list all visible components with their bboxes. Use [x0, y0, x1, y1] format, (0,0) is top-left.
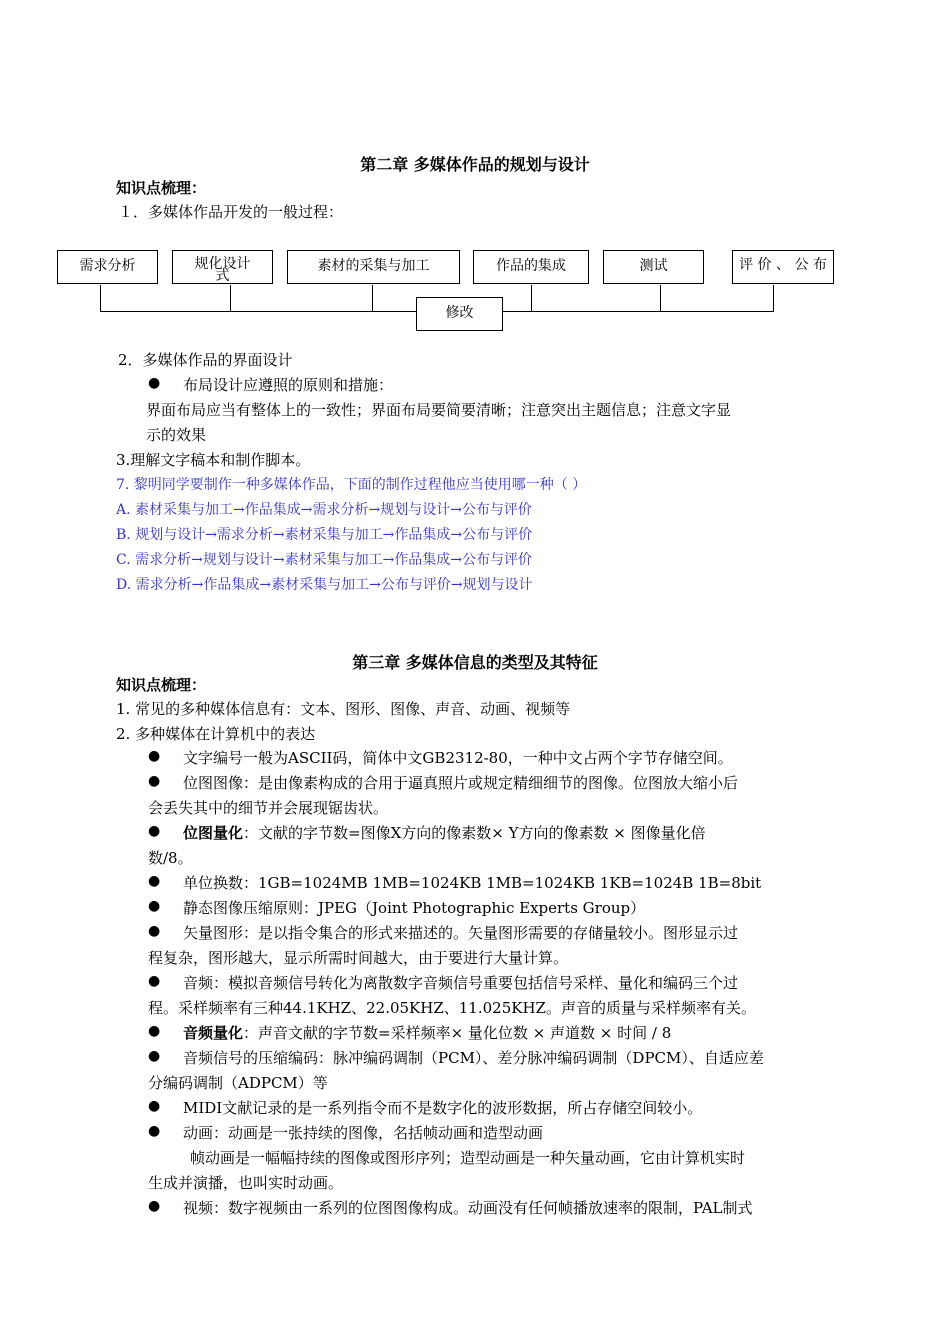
- bitmap-quant-line2: 数/8。: [148, 849, 193, 867]
- bitmap-quant-formula: ：文献的字节数=图像X方向的像素数× Y方向的像素数 × 图像量化倍: [243, 824, 706, 842]
- option-d: D. 需求分析→作品集成→素材采集与加工→公布与评价→规划与设计: [116, 577, 533, 593]
- bullet-dot: ●: [148, 1123, 161, 1139]
- animation-line2: 帧动画是一幅幅持续的图像或图形序列；造型动画是一种矢量动画，它由计算机实时: [190, 1149, 746, 1167]
- midi-line: MIDI文献记录的是一系列指令而不是数字化的波形数据，所占存储空间较小。: [183, 1099, 703, 1117]
- flow-box-revise: 修改: [416, 297, 503, 331]
- question-7: 7. 黎明同学要制作一种多媒体作品，下面的制作过程他应当使用哪一种（ ）: [116, 477, 587, 493]
- flow-connector: [773, 285, 774, 311]
- bullet-dot: ●: [148, 973, 161, 989]
- bullet-dot: ●: [148, 1023, 161, 1039]
- audio-quant-label: 音频量化: [183, 1024, 244, 1042]
- option-a: A. 素材采集与加工→作品集成→需求分析→规划与设计→公布与评价: [116, 502, 532, 518]
- bitmap-quant-label: 位图量化: [183, 824, 244, 842]
- flow-box-integration: 作品的集成: [473, 250, 589, 284]
- codec-line2: 分编码调制（ADPCM）等: [148, 1074, 328, 1092]
- bullet-dot: ●: [148, 923, 161, 939]
- chapter2-item2: 2．多媒体作品的界面设计: [118, 351, 293, 369]
- animation-line1: 动画：动画是一张持续的图像，名括帧动画和造型动画: [183, 1124, 544, 1142]
- audio-quant-line: [183, 1023, 671, 1043]
- flow-box-materials: 素材的采集与加工: [287, 250, 460, 284]
- flow-connector: [100, 285, 101, 311]
- audio-quant-formula: ：声音文献的字节数=采样频率× 量化位数 × 声道数 × 时间 / 8: [243, 1024, 672, 1042]
- bullet-dot: ●: [148, 1198, 161, 1214]
- chapter3-item1: 1. 常见的多种媒体信息有：文本、图形、图像、声音、动画、视频等: [116, 700, 571, 718]
- animation-line3: 生成并演播，也叫实时动画。: [148, 1174, 344, 1192]
- bitmap-quant-line1: [183, 823, 706, 843]
- bullet-dot: ●: [148, 823, 161, 839]
- chapter2-title: 第二章 多媒体作品的规划与设计: [360, 155, 590, 174]
- chapter3-kp-label: 知识点梳理：: [116, 676, 207, 694]
- jpeg-line: 静态图像压缩原则：JPEG（Joint Photographic Experts Group）: [183, 899, 646, 917]
- bullet-dot: ●: [148, 873, 161, 889]
- vector-line1: 矢量图形：是以指令集合的形式来描述的。矢量图形需要的存储量较小。图形显示过: [183, 924, 739, 942]
- option-c: C. 需求分析→规划与设计→素材采集与加工→作品集成→公布与评价: [116, 552, 533, 568]
- text-encoding-line: 文字编号一般为ASCII码，简体中文GB2312-80，一种中文占两个字节存储空间。: [183, 749, 733, 767]
- flow-box-testing: 测试: [603, 250, 704, 284]
- vector-line2: 程复杂，图形越大，显示所需时间越大，由于要进行大量计算。: [148, 949, 569, 967]
- flow-box-planning: [172, 250, 273, 284]
- option-b: B. 规划与设计→需求分析→素材采集与加工→作品集成→公布与评价: [116, 527, 533, 543]
- unit-conversion-line: 单位换数：1GB=1024MB 1MB=1024KB 1MB=1024KB 1KB=1024B 1B=8bit: [183, 874, 762, 892]
- layout-principles-heading: 布局设计应遵照的原则和措施：: [183, 376, 394, 394]
- bullet-dot: ●: [148, 898, 161, 914]
- codec-line1: 音频信号的压缩编码：脉冲编码调制（PCM）、差分脉冲编码调制（DPCM）、自适应差: [183, 1049, 764, 1067]
- flow-connector: [230, 285, 231, 311]
- flow-connector: [372, 285, 373, 311]
- bullet-dot: ●: [148, 1098, 161, 1114]
- chapter2-item3: 3.理解文字稿本和制作脚本。: [116, 451, 311, 469]
- bullet-dot: ●: [148, 748, 161, 764]
- audio-line1: 音频：模拟音频信号转化为离散数字音频信号重要包括信号采样、量化和编码三个过: [183, 974, 739, 992]
- bitmap-line2: 会丢失其中的细节并会展现锯齿状。: [148, 799, 389, 817]
- chapter2-kp-label: 知识点梳理：: [116, 179, 207, 197]
- flow-box-requirements: 需求分析: [57, 250, 158, 284]
- layout-principles-line2: 示的效果: [146, 426, 207, 444]
- video-line1: 视频：数字视频由一系列的位图图像构成。动画没有任何帧播放速率的限制，PAL制式: [183, 1199, 753, 1217]
- bullet-dot: ●: [148, 1048, 161, 1064]
- flow-box-evaluate-publish: 评 价 、 公 布: [732, 250, 834, 284]
- flow-box-planning-tail: 式: [215, 268, 230, 284]
- chapter3-item2: 2. 多种媒体在计算机中的表达: [116, 725, 316, 743]
- audio-line2: 程。采样频率有三种44.1KHZ、22.05KHZ、11.025KHZ。声音的质量与采样频率有关。: [148, 999, 756, 1017]
- flow-box-planning-label: 规化设计: [194, 256, 251, 272]
- flow-connector: [531, 285, 532, 311]
- bullet-dot: ●: [148, 375, 161, 391]
- layout-principles-line1: 界面布局应当有整体上的一致性；界面布局要简要清晰；注意突出主题信息；注意文字显: [146, 401, 732, 419]
- bitmap-line1: 位图图像：是由像素构成的合用于逼真照片或规定精细细节的图像。位图放大缩小后: [183, 774, 739, 792]
- chapter3-title: 第三章 多媒体信息的类型及其特征: [352, 653, 598, 672]
- flow-connector: [660, 285, 661, 311]
- chapter2-item1: １．多媒体作品开发的一般过程：: [118, 203, 344, 221]
- bullet-dot: ●: [148, 773, 161, 789]
